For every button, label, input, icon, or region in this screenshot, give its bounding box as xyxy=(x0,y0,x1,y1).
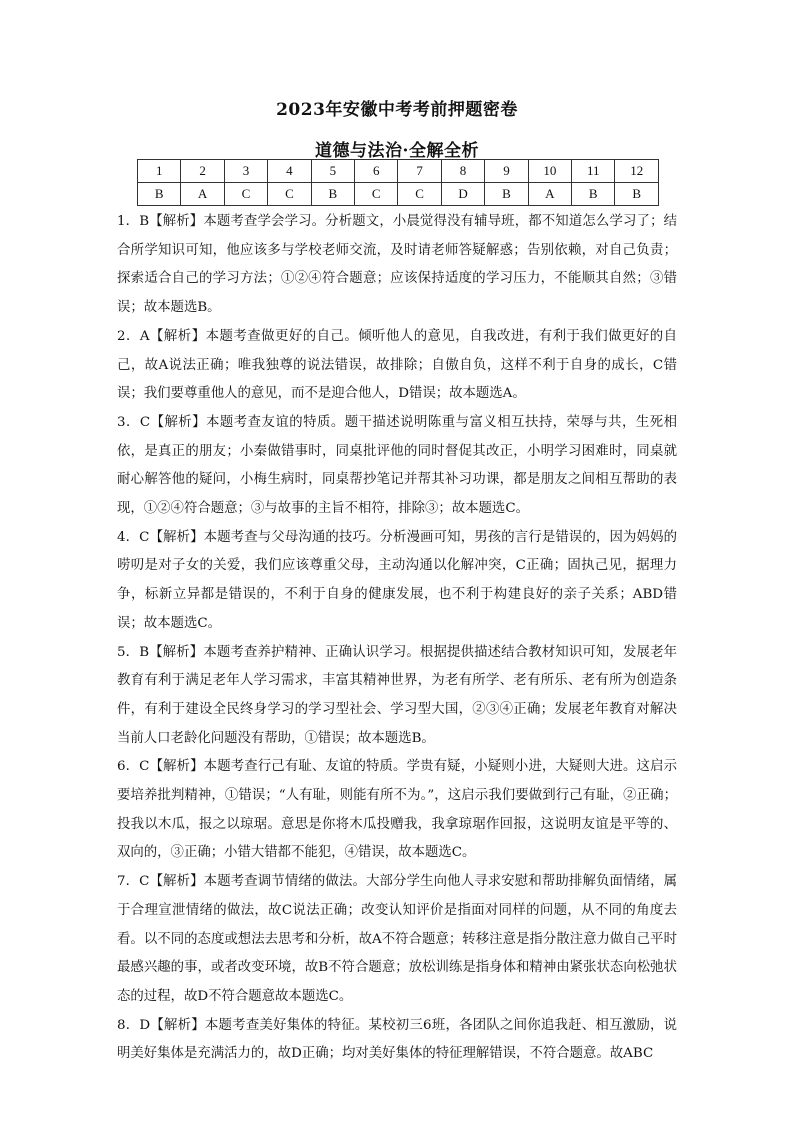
answer-cell: A xyxy=(181,183,224,206)
question-number-row xyxy=(138,160,659,183)
question-number: 2 xyxy=(181,160,224,183)
analysis-paragraph-1: 1．B【解析】本题考查学会学习。分析题文，小晨觉得没有辅导班，都不知道怎么学习了；结合所学知识可知，他应该多与学校老师交流，及时请老师答疑解惑；告别依赖，对自己负责；探索适合自己的学习方法；①②④符合题意；应该保持适度的学习压力，不能顺其自然；③错误；故本题选B。 xyxy=(117,214,677,316)
question-number: 11 xyxy=(572,160,615,183)
answer-cell: C xyxy=(398,183,441,206)
answer-cell: C xyxy=(355,183,398,206)
analysis-paragraph-4: 4．C【解析】本题考查与父母沟通的技巧。分析漫画可知，男孩的言行是错误的，因为妈妈的唠叨是对子女的关爱，我们应该尊重父母，主动沟通以化解冲突，C正确；固执己见，据理力争，标新立异都是错误的，不利于自身的健康发展，也不利于构建良好的亲子关系；ABD错误；故本题选C。 xyxy=(117,529,677,631)
question-number: 3 xyxy=(224,160,267,183)
question-number: 12 xyxy=(615,160,659,183)
answer-cell: B xyxy=(138,183,181,206)
answer-row xyxy=(138,183,659,206)
analysis-paragraph-7: 7．C【解析】本题考查调节情绪的做法。大部分学生向他人寻求安慰和帮助排解负面情绪，属于合理宣泄情绪的做法，故C说法正确；改变认知评价是指面对同样的问题，从不同的角度去看。以不同的态度或想法去思考和分析，故A不符合题意；转移注意是指分散注意力做自己平时最感兴趣的事，或者改变环境，故B不符合题意；放松训练是指身体和精神由紧张状态向松弛状态的过程，故D不符合题意故本题选C。 xyxy=(117,874,677,1004)
question-number: 7 xyxy=(398,160,441,183)
analysis-body xyxy=(117,208,677,1069)
analysis-paragraph-3: 3．C【解析】本题考查友谊的特质。题干描述说明陈重与富义相互扶持，荣辱与共，生死相依，是真正的朋友；小秦做错事时，同桌批评他的同时督促其改正，小明学习困难时，同桌就耐心解答他的疑问，小梅生病时，同桌帮抄笔记并帮其补习功课，都是朋友之间相互帮助的表现，①②④符合题意；③与故事的主旨不相符，排除③；故本题选C。 xyxy=(117,414,677,517)
analysis-paragraph-6: 6．C【解析】本题考查行己有耻、友谊的特质。学贵有疑，小疑则小进，大疑则大进。这启示要培养批判精神，①错误；“人有耻，则能有所不为。”，这启示我们要做到行己有耻，②正确；投我以木瓜，报之以琼琚。意思是你将木瓜投赠我，我拿琼琚作回报，这说明友谊是平等的、双向的，③正确；小错大错都不能犯，④错误，故本题选C。 xyxy=(117,759,677,861)
question-number: 4 xyxy=(268,160,311,183)
analysis-paragraph-2: 2．A【解析】本题考查做更好的自己。倾听他人的意见，自我改进，有利于我们做更好的自己，故A说法正确；唯我独尊的说法错误，故排除；自傲自负，这样不利于自身的成长，C错误；我们要尊重他人的意见，而不是迎合他人，D错误；故本题选A。 xyxy=(117,328,677,402)
answer-cell: B xyxy=(311,183,354,206)
answer-cell: C xyxy=(224,183,267,206)
question-number: 5 xyxy=(311,160,354,183)
answer-cell: C xyxy=(268,183,311,206)
question-number: 10 xyxy=(528,160,571,183)
document-title: 2023年安徽中考考前押题密卷 xyxy=(276,100,518,120)
question-number: 8 xyxy=(441,160,484,183)
answer-key-table xyxy=(137,159,659,206)
answer-cell: B xyxy=(615,183,659,206)
analysis-paragraph-8: 8．D【解析】本题考查美好集体的特征。某校初三6班，各团队之间你追我赶、相互激励，说明美好集体是充满活力的，故D正确；均对美好集体的特征理解错误，不符合题意。故ABC xyxy=(117,1017,677,1062)
question-number: 1 xyxy=(138,160,181,183)
question-number: 6 xyxy=(355,160,398,183)
question-number: 9 xyxy=(485,160,528,183)
answer-cell: D xyxy=(441,183,484,206)
analysis-paragraph-5: 5．B【解析】本题考查养护精神、正确认识学习。根据提供描述结合教材知识可知，发展老年教育有利于满足老年人学习需求，丰富其精神世界，为老有所学、老有所乐、老有所为创造条件，有利于建设全民终身学习的学习型社会、学习型大国，②③④正确；发展老年教育对解决当前人口老龄化问题没有帮助，①错误；故本题选B。 xyxy=(117,644,677,746)
answer-cell: A xyxy=(528,183,571,206)
document-subtitle: 道德与法治·全解全析 xyxy=(315,141,479,161)
answer-cell: B xyxy=(572,183,615,206)
answer-cell: B xyxy=(485,183,528,206)
